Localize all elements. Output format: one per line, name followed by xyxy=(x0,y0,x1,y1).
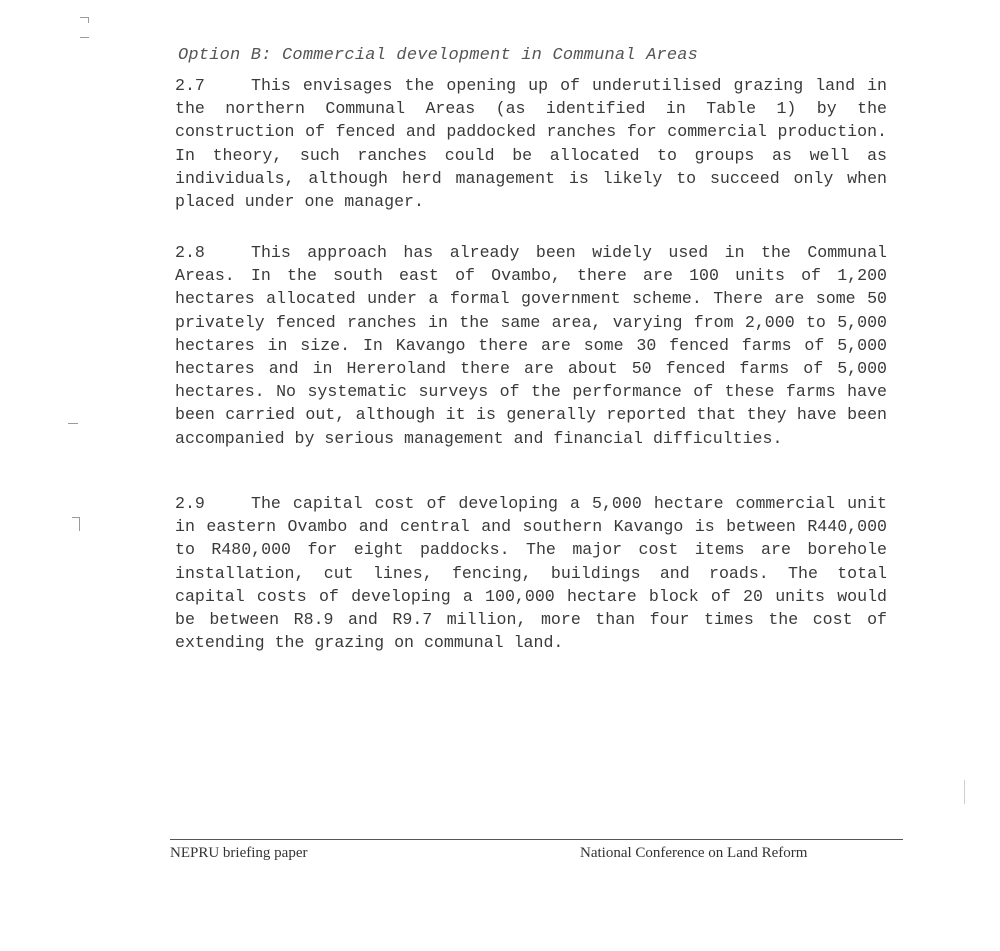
paragraph-text: This envisages the opening up of underutilised grazing land in the northern Communal Areas (as identified in Table 1) by the construction of fenced and paddocked ranches for commercial production. In theory, such ranches could be allocated to groups as well as individuals, although herd management is likely to succeed only when placed under one manager. xyxy=(175,76,887,212)
scan-mark-right xyxy=(964,780,965,804)
paragraph-text: The capital cost of developing a 5,000 hectare commercial unit in eastern Ovambo and central and southern Kavango is between R440,000 to R480,000 for eight paddocks. The major cost items are borehole installation, cut lines, fencing, buildings and roads. The total capital costs of developing a 100,000 hectare block of 20 units would be between R8.9 and R9.7 million, more than four times the cost of extending the grazing on communal land. xyxy=(175,494,887,653)
scan-mark-top-low xyxy=(80,37,89,38)
paragraph-2-9 xyxy=(175,492,887,654)
footer-conference: National Conference on Land Reform xyxy=(580,845,808,861)
paragraph-text: This approach has already been widely used in the Communal Areas. In the south east of Ovambo, there are 100 units of 1,200 hectares allocated under a formal government scheme. There are some 50 privately fenced ranches in the same area, varying from 2,000 to 5,000 hectares in size. In Kavango there are some 30 fenced farms of 5,000 hectares and in Hereroland there are about 50 fenced farms of 5,000 hectares. No systematic surveys of the performance of these farms have been carried out, although it is generally reported that they have been accompanied by serious management and financial difficulties. xyxy=(175,243,887,448)
scan-mark-middle xyxy=(68,423,78,424)
paragraph-number: 2.8 xyxy=(175,243,205,262)
paragraph-2-7 xyxy=(175,74,887,213)
scan-mark-lower-tick xyxy=(79,517,80,531)
paragraph-number: 2.9 xyxy=(175,494,205,513)
section-heading: Option B: Commercial development in Communal Areas xyxy=(178,46,699,65)
paragraph-number: 2.7 xyxy=(175,76,205,95)
paragraph-2-8 xyxy=(175,241,887,450)
scan-mark-top-tick xyxy=(88,17,89,23)
footer-divider xyxy=(170,839,903,840)
footer-publication: NEPRU briefing paper xyxy=(170,845,308,861)
